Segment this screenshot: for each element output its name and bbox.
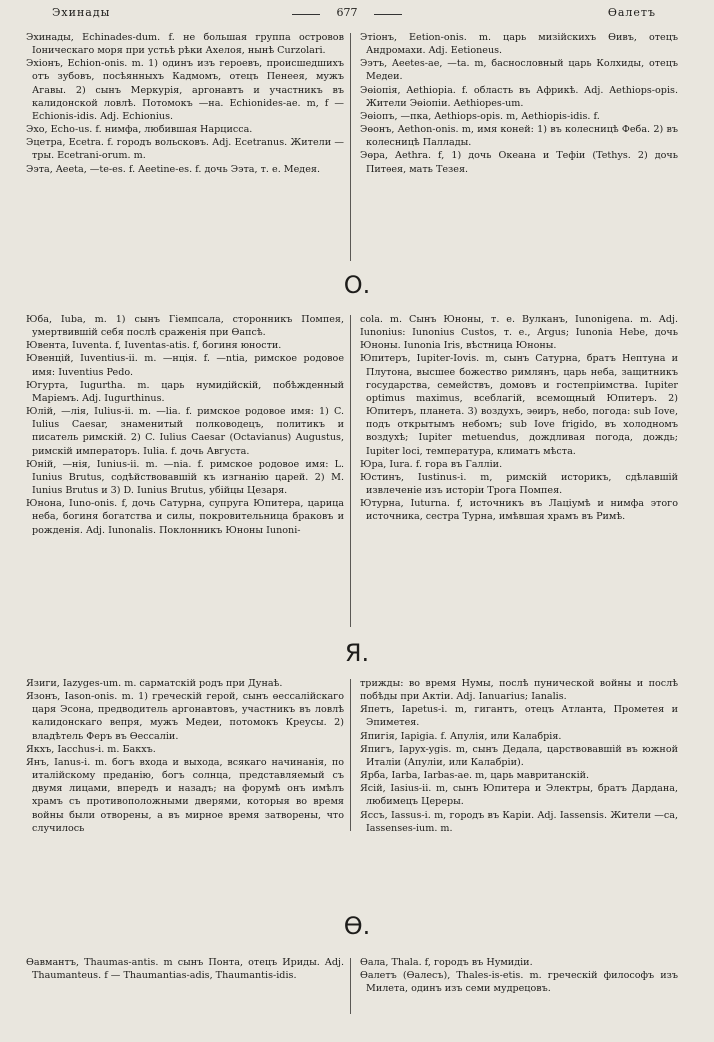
entry: Япигія, Iapigia. f. Апулія, или Калабрія.	[360, 730, 562, 742]
left-column	[26, 31, 344, 176]
entry: Ярба, Iarba, Iarbas-ae. m, царь мавританскій.	[360, 770, 590, 782]
entry: Эхіонъ, Echion-onis. m. 1) одинъ изъ героевъ, происшедшихъ отъ зубовъ, посѣянныхъ Кадмомъ, отецъ Пенеея, мужъ Агавы. 2) сынъ Меркурія, аргонавтъ и участникъ въ калидонской ловлѣ. Потомокъ —на. Echionides-ae. m, f — Echionis-idis. Adj. Echionius.	[26, 58, 344, 122]
entry: Ясій, Iasius-ii. m, сынъ Юпитера и Электры, братъ Дардана, любимецъ Цереры.	[360, 783, 678, 808]
section-2	[0, 313, 714, 629]
column-divider	[350, 33, 351, 261]
entry: Юба, Iuba, m. 1) сынъ Гіемпсала, сторонникъ Помпея, умертвившій себя послѣ сраженія при Өапсѣ.	[26, 314, 344, 339]
header-left-word: Эхинады	[52, 6, 111, 19]
column-divider	[350, 679, 351, 831]
entry: Эцетра, Ecetra. f. городъ вольсковъ. Adj. Ecetranus. Жители —тры. Ecetrani-orum. m.	[26, 137, 344, 162]
entry: Эхинады, Echinades-dum. f. не большая группа островов Іоническаго моря при устьѣ рѣки Ахелоя, нынѣ Curzolari.	[26, 32, 344, 57]
right-column	[360, 677, 678, 835]
entry: Эөіопія, Aethiopia. f. область въ Африкѣ. Adj. Aethiops-opis. Жители Эөіопіи. Aethiopes-um.	[360, 84, 678, 109]
entry: Ээта, Aeeta, —te-es. f. Aeetine-es. f. дочь Ээта, т. е. Медея.	[26, 163, 320, 175]
column-divider	[350, 958, 351, 1014]
entry: Югурта, Iugurtha. m. царь нумидійскій, побѣжденный Маріемъ. Adj. Iugurthinus.	[26, 379, 344, 404]
entry: Ювенцій, Iuventius-ii. m. —нція. f. —ntia, римское родовое имя: Iuventius Pedo.	[26, 353, 344, 378]
entry: Юстинъ, Iustinus-i. m, римскій историкъ, сдѣлавшій извлеченіе изъ исторіи Трога Помпея.	[360, 471, 678, 497]
left-column	[26, 677, 344, 835]
entry: Юнона, Iuno-onis. f, дочь Сатурна, супруга Юпитера, царица неба, богиня богатства и силы, покровительница браковъ и рожденія. Adj. Iunonalis. Поклонникъ Юноны Iunoni-	[26, 498, 344, 536]
entry: Якхъ, Iacchus-i. m. Бакхъ.	[26, 743, 156, 755]
entry: Этіонъ, Eetion-onis. m. царь мизійскихъ Өивъ, отецъ Андромахи. Adj. Eetioneus.	[360, 32, 678, 57]
entry: Язонъ, Iason-onis. m. 1) греческій герой, сынъ өессалійскаго царя Эсона, предводитель аргонавтовъ, участникъ въ ловлѣ калидонскаго вепря, мужъ Медеи, потомокъ Креусы. 2) владѣтель Феръ въ Өессаліи.	[26, 691, 344, 742]
header-right-word: Өалетъ	[607, 6, 656, 19]
entry: Юлій, —лія, Iulius-ii. m. —lia. f. римское родовое имя: 1) C. Iulius Caesar, знаменитый полководецъ, политикъ и писатель римскій. 2) C. Iulius Caesar (Octavianus) Augustus, римскій императоръ. Iulia. f. дочь Августа.	[26, 406, 344, 457]
entry: Япигъ, Iapyx-ygis. m, сынъ Дедала, царствовавшій въ южной Италіи (Апуліи, или Калабріи).	[360, 743, 678, 768]
section-3	[0, 677, 714, 833]
entry: Япетъ, Iapetus-i. m, гигантъ, отецъ Атланта, Прометея и Эпиметея.	[360, 704, 678, 729]
entry-continuation: трижды: во время Нумы, послѣ пунической войны и послѣ побѣды при Актіи. Adj. Ianuarius; Ianalis.	[360, 678, 678, 703]
right-column	[360, 313, 678, 524]
entry: Язиги, Iazyges-um. m. сарматскій родъ при Дунаѣ.	[26, 678, 283, 689]
left-column	[26, 956, 344, 982]
entry: Яссъ, Iassus-i. m, городъ въ Каріи. Adj. Iassensis. Жители —са, Iassenses-ium. m.	[360, 809, 678, 834]
page-number: 677	[292, 6, 402, 19]
section-letter: Я.	[344, 639, 370, 667]
entry: Ювента, Iuventa. f, Iuventas-atis. f, богиня юности.	[26, 340, 282, 352]
section-letter: Ө.	[343, 912, 371, 940]
running-head	[0, 4, 714, 26]
entry: Ээтъ, Aeetes-ae, —ta. m, баснословный царь Колхиды, отецъ Медеи.	[360, 58, 678, 83]
entry: Өавмантъ, Thaumas-antis. m сынъ Понта, отецъ Ириды. Adj. Thaumanteus. f — Thaumantias-adis, Thaumantis-idis.	[26, 957, 344, 982]
right-column	[360, 956, 678, 995]
entry: Юра, Iura. f. гора въ Галліи.	[360, 458, 503, 470]
entry: Юній, —нія, Iunius-ii. m. —nia. f. римское родовое имя: L. Iunius Brutus, содѣйствовавшій къ изгнанію царей. 2) M. Iunius Brutus и 3) D. Iunius Brutus, убійцы Цезаря.	[26, 458, 344, 497]
entry: Юпитеръ, Iupiter-Iovis. m, сынъ Сатурна, братъ Нептуна и Плутона, высшее божество римлянъ, царь неба, защитникъ государства, семействъ, домовъ и гостепріимства. Iupiter optimus maximus, всеблагій, всемощный Юпитеръ. 2) Юпитеръ, планета. 3) воздухъ, эѳиръ, небо, погода: sub Iove, подъ открытымъ небомъ; sub Iove frigido, въ холодномъ воздухѣ; Iupiter metuendus, дождливая погода, дождь; Iupiter loci, температура, климатъ мѣста.	[360, 353, 678, 457]
entry: Ютурна, Iuturna. f, источникъ въ Лаціумѣ и нимфа этого источника, сестра Турна, имѣвшая храмъ въ Римѣ.	[360, 498, 678, 523]
left-column	[26, 313, 344, 537]
entry: Өалетъ (Өалесъ), Thales-is-etis. m. греческій философъ изъ Милета, одинъ изъ семи мудрецовъ.	[360, 970, 678, 995]
entry: Эөонъ, Aethon-onis. m, имя коней: 1) въ колесницѣ Феба. 2) въ колесницѣ Паллады.	[360, 124, 678, 149]
section-1	[0, 31, 714, 263]
entry: Өала, Thala. f, городъ въ Нумидіи.	[360, 957, 533, 968]
entry: Эөіопъ, —пка, Aethiops-opis. m, Aethiopis-idis. f.	[360, 110, 600, 122]
entry: Эхо, Echo-us. f. нимфа, любившая Нарцисса.	[26, 124, 253, 136]
right-column	[360, 31, 678, 176]
column-divider	[350, 315, 351, 627]
section-4	[0, 956, 714, 1016]
entry-continuation: cola. m. Сынъ Юноны, т. е. Вулканъ, Iunonigena. m. Adj. Iunonius: Iunonius Custos, т. е., Argus; Iunonia Hebe, дочь Юноны. Iunonia Iris, вѣстница Юноны.	[360, 314, 678, 352]
entry: Эөра, Aethra. f, 1) дочь Океана и Тефіи (Tethys. 2) дочь Питѳея, мать Тезея.	[360, 150, 678, 175]
entry: Янъ, Ianus-i. m. богъ входа и выхода, всякаго начинанія, по италійскому преданію, богъ солнца, представляемый съ двумя лицами, впередъ и назадъ; на форумѣ онъ имѣлъ храмъ съ противоположными дверями, которыя во время войны были отворены, а въ мирное время затворены, что случилось	[26, 756, 344, 834]
section-letter: О.	[343, 271, 371, 299]
